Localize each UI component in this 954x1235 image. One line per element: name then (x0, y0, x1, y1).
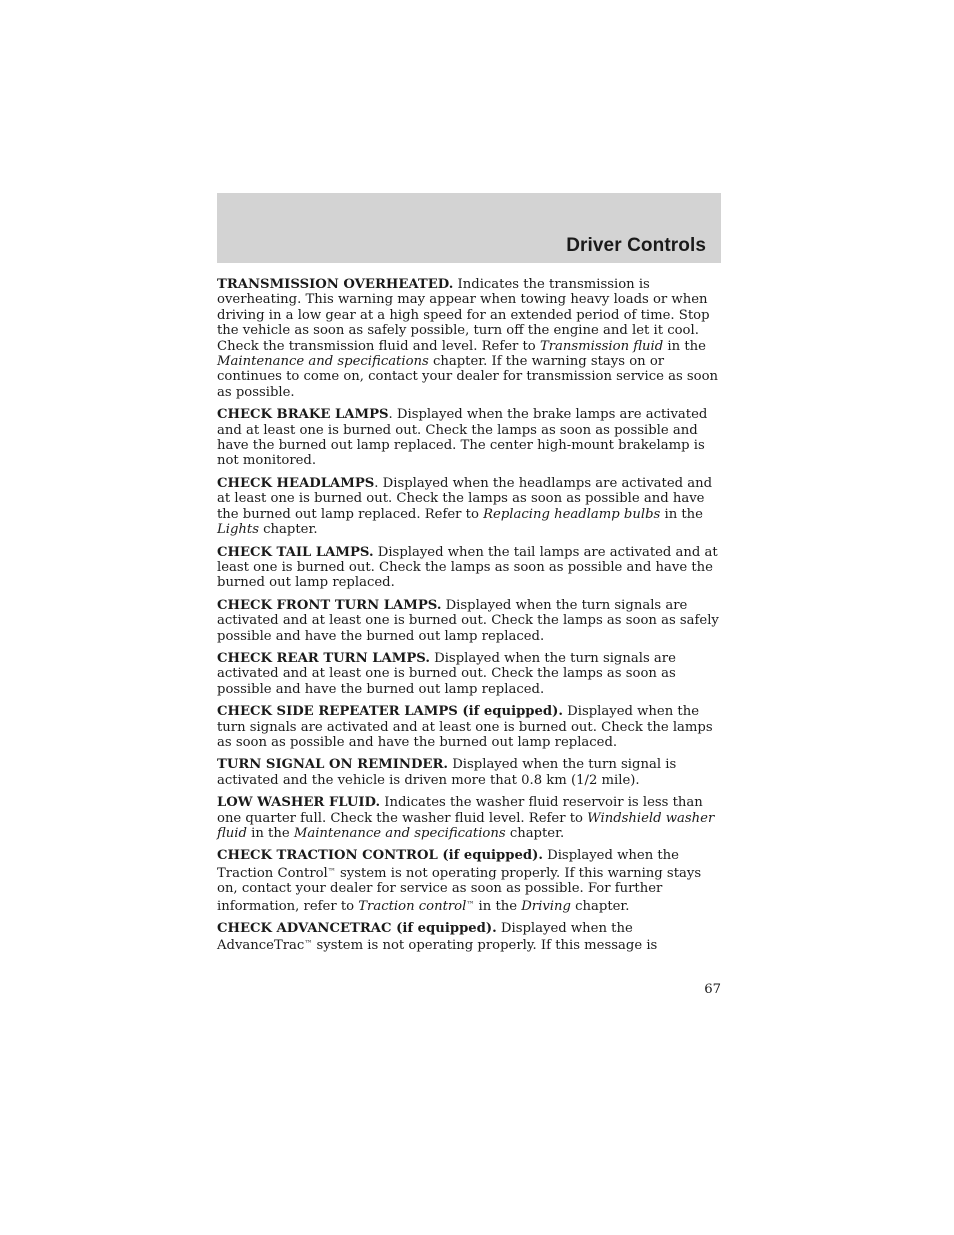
paragraph-text: Displayed when the turn signals are activated and at least one is burned out. Check the lamps as soon as possible and have the burned out lamp replaced. (217, 704, 713, 750)
paragraph-text: system is not operating properly. If this warning stays on, contact your dealer for service as soon as possible. For further information, refer to (217, 865, 702, 914)
paragraph-check-rear-turn-lamps (217, 651, 721, 697)
paragraph-heading: LOW WASHER FLUID. (217, 795, 381, 811)
paragraph-text: . Displayed when the headlamps are activated and at least one is burned out. Check the lamps as soon as possible and have the burned out lamp replaced. Refer to (217, 475, 713, 522)
paragraph-text: chapter. (258, 522, 318, 538)
trademark-symbol: ™ (304, 939, 313, 949)
paragraph-text: chapter. (570, 898, 630, 914)
paragraph-heading: TRANSMISSION OVERHEATED. (217, 277, 454, 292)
paragraph-low-washer-fluid (217, 795, 721, 841)
paragraph-heading: CHECK REAR TURN LAMPS. (217, 650, 430, 666)
paragraph-text: chapter. (505, 826, 565, 841)
paragraph-check-front-turn-lamps (217, 598, 721, 644)
paragraph-heading: CHECK HEADLAMPS (217, 475, 375, 491)
paragraph-text: Indicates the transmission is overheating. This warning may appear when towing heavy loads or when driving in a low gear at a high speed for an extended period of time. Stop the vehicle as soon as safely possible, turn off the engine and let it cool. Check the transmission fluid and level. Refer to (217, 277, 710, 354)
paragraph-heading: CHECK TAIL LAMPS. (217, 544, 374, 560)
chapter-reference: Lights (217, 522, 259, 538)
paragraph-text: Displayed when the Traction Control (217, 848, 679, 881)
paragraph-text: Displayed when the tail lamps are activated and at least one is burned out. Check the lamps as soon as possible and have the burned out lamp replaced. (217, 544, 718, 591)
paragraph-check-side-repeater-lamps (217, 704, 721, 750)
paragraph-transmission-overheated (217, 277, 721, 400)
chapter-reference: Driving (521, 898, 571, 914)
chapter-reference: Maintenance and specifications (293, 826, 506, 841)
paragraph-check-traction-control (217, 848, 721, 914)
paragraph-text: in the (474, 898, 522, 914)
paragraph-heading: CHECK ADVANCETRAC (if equipped). (217, 921, 497, 937)
paragraph-heading: CHECK TRACTION CONTROL (if equipped). (217, 848, 543, 864)
cross-reference: Windshield washer fluid (217, 810, 715, 841)
paragraph-heading: TURN SIGNAL ON REMINDER. (217, 757, 449, 773)
paragraph-text: system is not operating properly. If this message is (312, 938, 658, 954)
paragraph-check-advancetrac (217, 921, 721, 954)
paragraph-check-headlamps (217, 476, 721, 538)
paragraph-check-tail-lamps (217, 545, 721, 591)
paragraph-text: in the (663, 338, 706, 354)
paragraph-text: Displayed when the AdvanceTrac (217, 921, 633, 954)
trademark-symbol: ™ (327, 866, 336, 876)
paragraph-text: in the (660, 506, 703, 522)
paragraph-heading: CHECK SIDE REPEATER LAMPS (if equipped). (217, 704, 563, 720)
paragraph-text: Displayed when the turn signal is activated and the vehicle is driven more that 0.8 km (1/2 mile). (217, 757, 677, 788)
chapter-reference: Maintenance and specifications (217, 354, 429, 370)
paragraph-check-brake-lamps (217, 407, 721, 469)
paragraph-text: Indicates the washer fluid reservoir is less than one quarter full. Check the washer fluid level. Refer to (217, 795, 703, 826)
paragraph-text: Displayed when the turn signals are activated and at least one is burned out. Check the lamps as soon as safely possible and have the burned out lamp replaced. (217, 597, 719, 644)
paragraph-text: Displayed when the turn signals are activated and at least one is burned out. Check the lamps as soon as possible and have the burned out lamp replaced. (217, 650, 676, 697)
page-number: 67 (704, 982, 721, 997)
paragraph-turn-signal-on-reminder (217, 757, 721, 788)
header-band (217, 193, 721, 263)
cross-reference: Traction control (358, 898, 467, 914)
cross-reference: Transmission fluid (539, 338, 664, 354)
paragraph-text: chapter. If the warning stays on or continues to come on, contact your dealer for transmission service as soon as possible. (217, 354, 719, 400)
cross-reference: Replacing headlamp bulbs (483, 506, 661, 522)
paragraph-heading: CHECK BRAKE LAMPS (217, 407, 389, 423)
paragraph-heading: CHECK FRONT TURN LAMPS. (217, 597, 442, 613)
paragraph-text: . Displayed when the brake lamps are activated and at least one is burned out. Check the lamps as soon as possible and have the burned out lamp replaced. The center high-mount brakelamp is not monitored. (217, 407, 708, 469)
section-title: Driver Controls (566, 235, 706, 256)
paragraph-text: in the (246, 826, 294, 841)
trademark-symbol: ™ (466, 899, 475, 909)
page-content (217, 277, 721, 961)
